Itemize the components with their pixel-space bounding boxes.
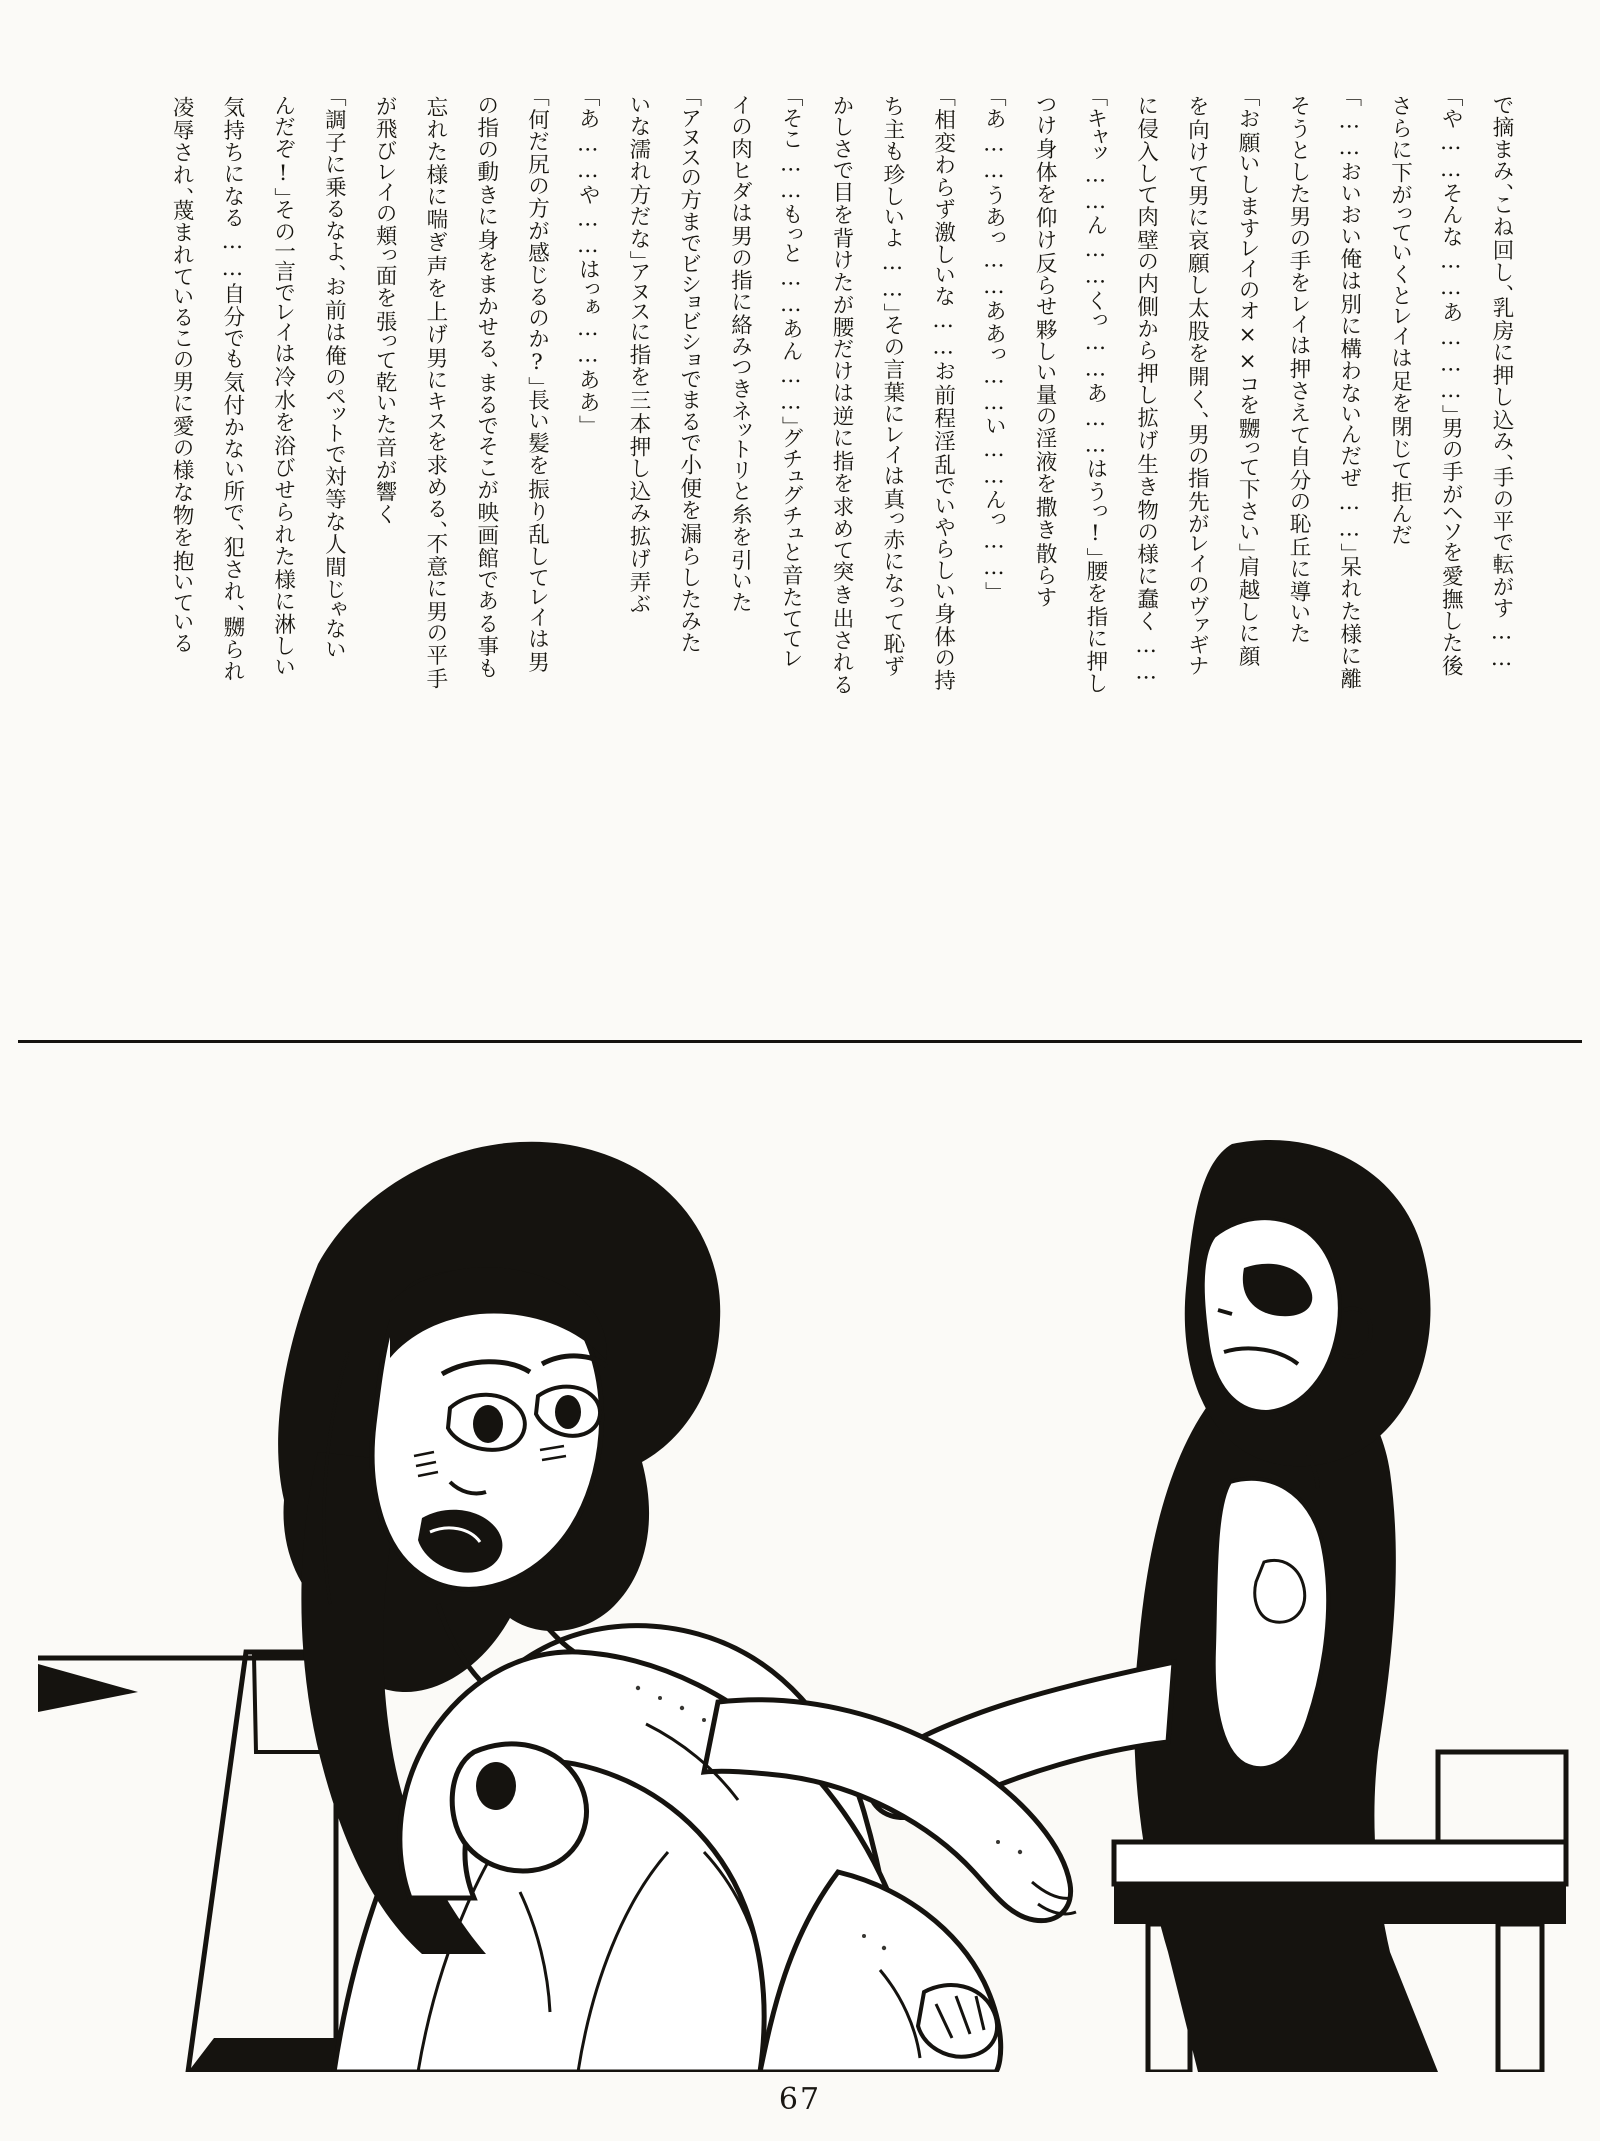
- text-column: 「キャッ……ん……くっ……あ……はうっ!」腰を指に押し: [1082, 96, 1108, 696]
- text-column: 「相変わらず激しいな……お前程淫乱でいやらしい身体の持: [930, 96, 956, 693]
- text-column: 気持ちになる……自分でも気付かない所で、犯され、嬲られ: [219, 96, 245, 684]
- text-column: 凌辱され、蔑まれているこの男に愛の様な物を抱いている: [169, 96, 195, 655]
- text-column: 「何だ尻の方が感じるのか?」長い髪を振り乱してレイは男: [524, 96, 550, 674]
- text-column: いな濡れ方だな」アヌスに指を三本押し込み拡げ弄ぶ: [625, 96, 651, 616]
- illustration-panel: [18, 1052, 1582, 2072]
- text-column: 「そこ……もっと……あん……」グチュグチュと音たててレ: [778, 96, 804, 669]
- text-column: 「や……そんな……あ………」男の手がヘソを愛撫した後: [1438, 96, 1464, 678]
- text-column: んだぞ!」その一言でレイは冷水を浴びせられた様に淋しい: [270, 96, 296, 678]
- section-divider: [18, 1040, 1582, 1043]
- text-column: かしさで目を背けたが腰だけは逆に指を求めて突き出される: [829, 96, 855, 697]
- text-column: 「お願いしますレイのオ××コを嬲って下さい」肩越しに顔: [1235, 96, 1261, 669]
- text-column: を向けて男に哀願し太股を開く、男の指先がレイのヴァギナ: [1184, 96, 1210, 678]
- text-column: 「あ……や……はっぁ……ああ」: [575, 96, 601, 428]
- text-column: で摘まみ、こね回し、乳房に押し込み、手の平で転がす……: [1489, 96, 1514, 673]
- text-column: そうとした男の手をレイは押さえて自分の恥丘に導いた: [1285, 96, 1311, 646]
- text-column: の指の動きに身をまかせる、まるでそこが映画館である事も: [473, 96, 499, 681]
- text-column: つけ身体を仰け反らせ夥しい量の淫液を撒き散らす: [1032, 96, 1058, 609]
- body-text-block: [78, 96, 1522, 1016]
- text-column: イの肉ヒダは男の指に絡みつきネットリと糸を引いた: [727, 96, 753, 615]
- text-column: が飛びレイの頬っ面を張って乾いた音が響く: [372, 96, 398, 527]
- text-column: 「調子に乗るなよ、お前は俺のペットで対等な人間じゃない: [321, 96, 347, 661]
- text-column: ち主も珍しいよ……」その言葉にレイは真っ赤になって恥ず: [879, 96, 905, 678]
- text-column: に侵入して肉壁の内側から押し拡げ生き物の様に蠢く……: [1133, 96, 1159, 687]
- text-column: さらに下がっていくとレイは足を閉じて拒んだ: [1387, 96, 1413, 548]
- text-column: 忘れた様に喘ぎ声を上げ男にキスを求める、不意に男の平手: [422, 96, 448, 691]
- text-column: 「あ……うあっ……ああっ……い……んっ……」: [981, 96, 1007, 595]
- text-column: 「アヌスの方までビショビショでまるで小便を漏らしたみた: [676, 96, 702, 655]
- page-number: 67: [778, 2082, 822, 2117]
- text-column: 「……おいおい俺は別に構わないんだぜ……」呆れた様に離: [1336, 96, 1362, 691]
